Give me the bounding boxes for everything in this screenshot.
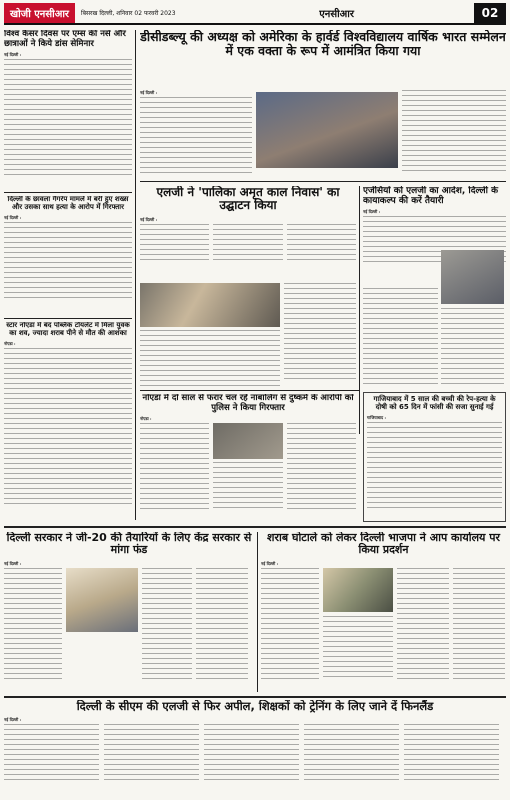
- lead-story-body-2: [402, 90, 506, 178]
- dateline: नई दिल्ली :: [4, 214, 22, 220]
- column-rule: [257, 532, 258, 692]
- noida-headline: नोएडा में दो साल से फरार चल रहे नाबालिग से दुष्कर्म के आरोपी को पुलिस ने किया गिरफ्तार: [142, 394, 354, 413]
- divider: [4, 192, 132, 193]
- right-story-body-3: [441, 308, 504, 388]
- divider: [4, 318, 132, 319]
- lead-story-headline-block: [140, 30, 506, 88]
- article-body: [140, 97, 252, 175]
- article-body: [104, 724, 199, 784]
- article-body: [4, 348, 132, 508]
- article-body: [284, 283, 356, 383]
- liquor-story: [261, 532, 506, 692]
- article-body: [204, 724, 299, 784]
- article-body: [287, 423, 356, 511]
- paper-logo: खोजी एनसीआर: [4, 3, 75, 23]
- lg-photo: [441, 250, 504, 304]
- section-title: एनसीआर: [319, 9, 354, 20]
- date-line: बिसरख दिल्ली, शनिवार 02 फरवरी 2023: [81, 10, 176, 17]
- article-body: [367, 422, 502, 512]
- article-body: [287, 224, 356, 264]
- delhi-g20-story: [4, 532, 254, 692]
- right-story-body-2: [363, 288, 438, 388]
- article-body: [441, 308, 504, 386]
- mid-story-body-3: [140, 330, 280, 388]
- article-body: [363, 288, 438, 384]
- bottom-story: [4, 700, 506, 796]
- article-body: [213, 462, 283, 510]
- article-body: [4, 222, 132, 300]
- ghaziabad-headline: गाजियाबाद में 5 साल की बच्ची की रेप-हत्या के दोषी को 65 दिन में फांसी की सजा सुनाई गई: [373, 395, 496, 411]
- dateline: नई दिल्ली :: [140, 90, 158, 95]
- article-body: [323, 616, 393, 678]
- bottom-headline: दिल्ली के सीएम की एलजी से फिर अपील, शिक्षकों को ट्रेनिंग के लिए जाने दें फिनलैंड: [76, 700, 434, 713]
- article-body: [213, 224, 282, 264]
- article-body: [196, 568, 248, 680]
- left-story-3: [4, 322, 132, 522]
- liquor-headline: शराब घोटाले को लेकर दिल्ली भाजपा ने आप कार्यालय पर किया प्रदर्शन: [267, 532, 500, 557]
- article-body: [402, 90, 506, 174]
- headline: विश्व कैंसर दिवस पर एम्स की नर्स और छात्राओं ने किये डांस सेमिनार: [4, 30, 126, 49]
- article-body: [4, 724, 99, 784]
- article-body: [140, 330, 280, 386]
- article-body: [261, 568, 319, 680]
- divider: [140, 181, 506, 182]
- lead-story-body: [140, 90, 252, 178]
- dateline: गाजियाबाद :: [367, 414, 386, 420]
- article-body: [397, 568, 449, 680]
- ghaziabad-story: [363, 392, 506, 522]
- headline: दिल्ली के छावला गैंगरेप मामले में बरी हुए शख्स और उसका साथ हत्या के आरोप में गिरफ्तार: [7, 196, 129, 211]
- mid-story-body-2: [284, 283, 356, 388]
- left-story-2: [4, 196, 132, 316]
- mid-headline: एलजी ने 'पालिका अमृत काल निवास' का उद्घाटन किया: [156, 186, 340, 213]
- article-body: [142, 568, 192, 680]
- aap-minister-photo: [66, 568, 138, 632]
- divider-thick: [4, 696, 506, 698]
- article-body: [140, 224, 209, 264]
- dateline: नई दिल्ली :: [140, 216, 158, 222]
- divider: [140, 390, 359, 391]
- left-story-1: [4, 30, 132, 190]
- article-body: [304, 724, 399, 784]
- divider-thick: [4, 526, 506, 528]
- protest-photo: [323, 568, 393, 612]
- article-body: [4, 59, 132, 177]
- lead-photo-woman: [256, 92, 398, 168]
- g20-headline: दिल्ली सरकार ने जी-20 की तैयारियों के लिए केंद्र सरकार से मांगा फंड: [6, 532, 252, 557]
- noida-story: [140, 394, 356, 522]
- dateline: नई दिल्ली :: [4, 560, 22, 566]
- dateline: नई दिल्ली :: [261, 560, 279, 566]
- article-body: [4, 568, 62, 680]
- article-body: [404, 724, 499, 784]
- column-rule: [359, 186, 360, 434]
- page-number: 02: [474, 3, 506, 23]
- right-headline: एजेंसियों को एलजी का आदेश, दिल्ली के कायाकल्प की करें तैयारी: [363, 186, 499, 207]
- dateline: नई दिल्ली :: [363, 209, 381, 215]
- masthead: [4, 3, 506, 25]
- police-photo: [213, 423, 283, 459]
- dateline: नई दिल्ली :: [4, 716, 22, 722]
- dateline: नोएडा :: [140, 416, 152, 422]
- lead-headline: डीसीडब्ल्यू की अध्यक्ष को अमेरिका के हार्वर्ड विश्वविद्यालय वार्षिक भारत सम्मेलन में एक वक्ता के रूप में आमंत्रित किया गया: [140, 30, 506, 58]
- column-rule: [135, 30, 136, 520]
- dateline: नई दिल्ली :: [4, 52, 22, 58]
- event-photo: [140, 283, 280, 327]
- headline: स्टार नोएडा में बंद पब्लिक टॉयलेट में मिला युवक का शव, ज्यादा शराब पीने से मौत की आशंका: [6, 322, 130, 337]
- article-body: [453, 568, 505, 680]
- dateline: नोएडा :: [4, 340, 16, 346]
- article-body: [140, 423, 209, 511]
